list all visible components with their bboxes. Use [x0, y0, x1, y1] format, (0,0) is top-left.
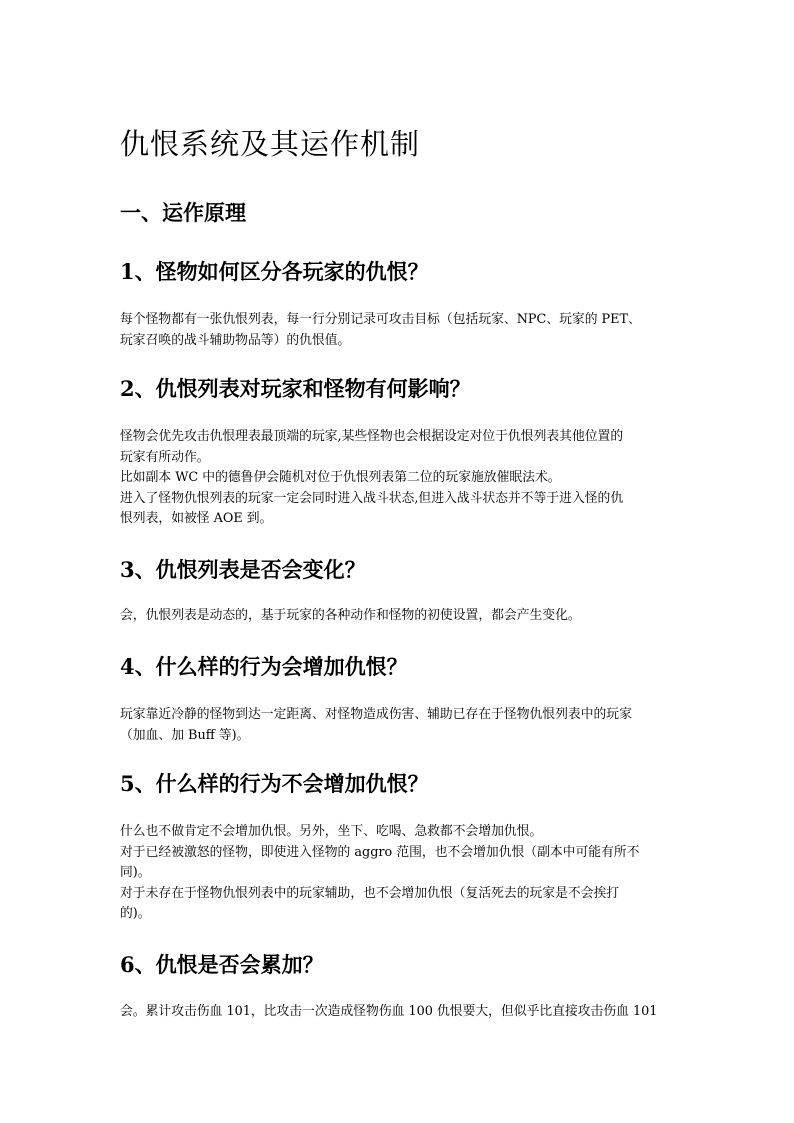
paragraph-line: 对于已经被激怒的怪物，即使进入怪物的 aggro 范围，也不会增加仇恨（副本中可能有所不	[120, 844, 640, 860]
question-5-heading: 5、什么样的行为不会增加仇恨？	[120, 771, 429, 796]
paragraph-line: （加血、加 Buff 等)。	[120, 727, 250, 743]
paragraph-line: 什么也不做肯定不会增加仇恨。另外，坐下、吃喝、急救都不会增加仇恨。	[120, 824, 543, 839]
paragraph-line: 玩家有所动作。	[120, 449, 210, 465]
paragraph-line: 怪物会优先攻击仇恨理表最顶端的玩家,某些怪物也会根据设定对位于仇恨列表其他位置的	[120, 429, 624, 444]
section-heading-principle: 一、运作原理	[120, 200, 246, 225]
question-3-answer	[120, 606, 676, 627]
question-2-answer	[120, 427, 676, 530]
page-title: 仇恨系统及其运作机制	[120, 127, 421, 161]
paragraph-line: 进入了怪物仇恨列表的玩家一定会同时进入战斗状态,但进入战斗状态并不等于进入怪的仇	[120, 490, 624, 506]
question-2-heading: 2、仇恨列表对玩家和怪物有何影响？	[120, 376, 471, 401]
paragraph-line: 比如副本 WC 中的德鲁伊会随机对位于仇恨列表第二位的玩家施放催眠法术。	[120, 470, 561, 485]
paragraph-line: 恨列表，如被怪 AOE 到。	[120, 511, 273, 526]
paragraph-line: 对于未存在于怪物仇恨列表中的玩家辅助，也不会增加仇恨（复活死去的玩家是不会挨打	[120, 885, 620, 901]
paragraph-line: 每个怪物都有一张仇恨列表，每一行分别记录可攻击目标（包括玩家、NPC、玩家的 PET、	[120, 312, 641, 327]
question-4-heading: 4、什么样的行为会增加仇恨？	[120, 654, 408, 679]
paragraph-line: 会，仇恨列表是动态的，基于玩家的各种动作和怪物的初使设置，都会产生变化。	[120, 608, 581, 623]
paragraph-line: 会。累计攻击伤血 101，比攻击一次造成怪物伤血 100 仇恨要大，但似乎比直接攻击伤血 101	[120, 1004, 658, 1019]
question-1-answer	[120, 310, 676, 351]
paragraph-line: 玩家靠近冷静的怪物到达一定距离、对怪物造成伤害、辅助已存在于怪物仇恨列表中的玩家	[120, 707, 632, 722]
question-1-heading: 1、怪物如何区分各玩家的仇恨？	[120, 259, 429, 284]
question-3-heading: 3、仇恨列表是否会变化？	[120, 557, 366, 582]
paragraph-line: 玩家召唤的战斗辅助物品等）的仇恨值。	[120, 332, 351, 348]
question-6-answer	[120, 1002, 676, 1023]
question-5-answer	[120, 822, 676, 925]
question-6-heading: 6、仇恨是否会累加？	[120, 952, 324, 977]
paragraph-line: 的)。	[120, 906, 151, 921]
question-4-answer	[120, 705, 676, 746]
paragraph-line: 同)。	[120, 865, 151, 880]
